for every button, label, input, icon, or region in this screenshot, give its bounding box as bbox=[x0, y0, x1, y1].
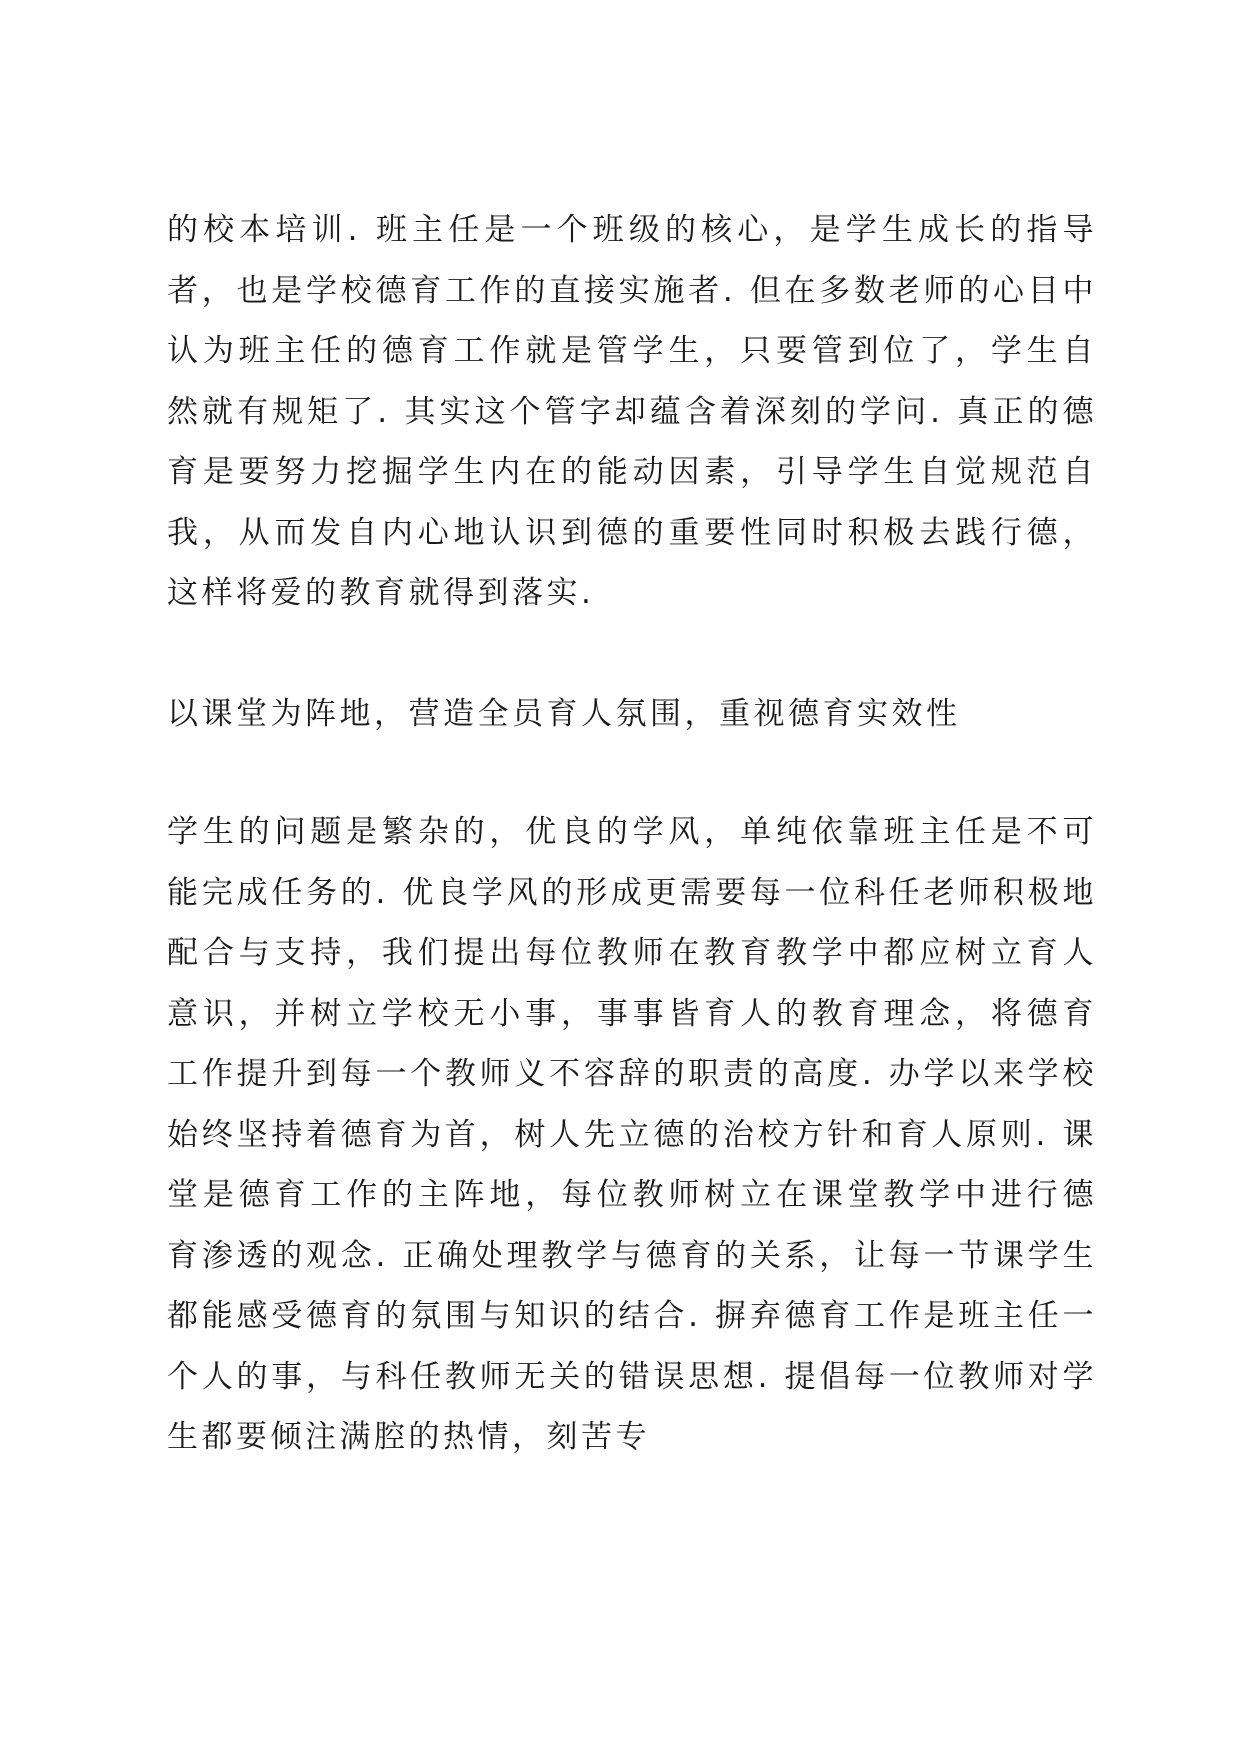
document-body bbox=[167, 200, 1097, 1468]
body-paragraph-1: 的校本培训. 班主任是一个班级的核心，是学生成长的指导者，也是学校德育工作的直接实施者. 但在多数老师的心目中认为班主任的德育工作就是管学生，只要管到位了，学生自然就有规矩了. 其实这个管字却蕴含着深刻的学问. 真正的德育是要努力挖掘学生内在的能动因素，引导学生自觉规范自我，从而发自内心地认识到德的重要性同时积极去践行德，这样将爱的教育就得到落实. bbox=[167, 212, 1097, 611]
section-heading: 以课堂为阵地，营造全员育人氛围，重视德育实效性 bbox=[167, 695, 961, 732]
body-paragraph-2: 学生的问题是繁杂的，优良的学风，单纯依靠班主任是不可能完成任务的. 优良学风的形成更需要每一位科任老师积极地配合与支持，我们提出每位教师在教育教学中都应树立育人意识，并树立学校无小事，事事皆育人的教育理念，将德育工作提升到每一个教师义不容辞的职责的高度. 办学以来学校始终坚持着德育为首，树人先立德的治校方针和育人原则. 课堂是德育工作的主阵地，每位教师树立在课堂教学中进行德育渗透的观念. 正确处理教学与德育的关系，让每一节课学生都能感受德育的氛围与知识的结合. 摒弃德育工作是班主任一个人的事，与科任教师无关的错误思想. 提倡每一位教师对学生都要倾注满腔的热情，刻苦专 bbox=[167, 814, 1097, 1455]
